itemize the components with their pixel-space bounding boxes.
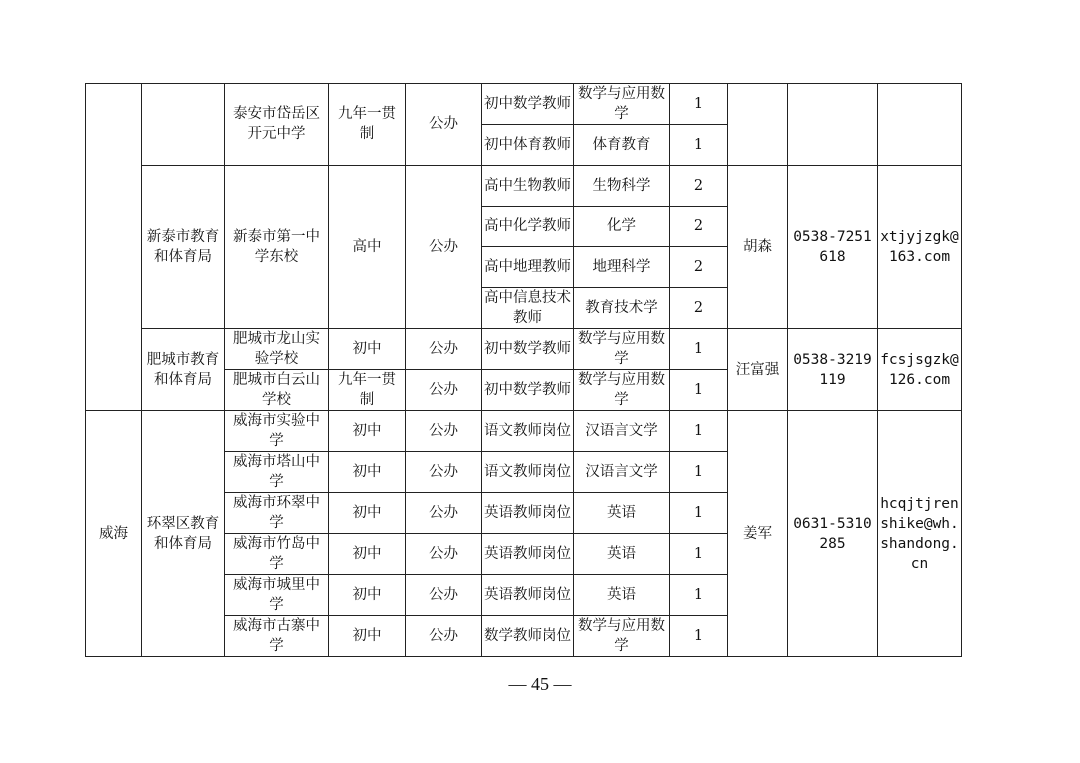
post-cell: 高中化学教师 bbox=[482, 206, 574, 247]
school-cell: 肥城市白云山学校 bbox=[225, 370, 329, 411]
contact-cell bbox=[728, 84, 788, 166]
post-cell: 初中体育教师 bbox=[482, 125, 574, 166]
major-cell: 化学 bbox=[574, 206, 670, 247]
table-row bbox=[86, 84, 962, 125]
type-cell: 公办 bbox=[406, 452, 482, 493]
level-cell: 初中 bbox=[329, 452, 406, 493]
post-cell: 高中地理教师 bbox=[482, 247, 574, 288]
post-cell: 初中数学教师 bbox=[482, 329, 574, 370]
recruitment-table bbox=[85, 83, 962, 657]
school-cell: 威海市环翠中学 bbox=[225, 493, 329, 534]
school-cell: 威海市竹岛中学 bbox=[225, 534, 329, 575]
major-cell: 英语 bbox=[574, 534, 670, 575]
count-cell: 1 bbox=[670, 370, 728, 411]
post-cell: 高中生物教师 bbox=[482, 165, 574, 206]
type-cell: 公办 bbox=[406, 493, 482, 534]
contact-cell: 胡森 bbox=[728, 165, 788, 328]
count-cell: 1 bbox=[670, 452, 728, 493]
school-cell: 肥城市龙山实验学校 bbox=[225, 329, 329, 370]
major-cell: 汉语言文学 bbox=[574, 452, 670, 493]
major-cell: 英语 bbox=[574, 493, 670, 534]
level-cell: 初中 bbox=[329, 411, 406, 452]
type-cell: 公办 bbox=[406, 329, 482, 370]
table-row bbox=[86, 329, 962, 370]
email-cell bbox=[878, 84, 962, 166]
table-row bbox=[86, 411, 962, 452]
school-cell: 威海市实验中学 bbox=[225, 411, 329, 452]
email-cell: xtjyjzgk@163.com bbox=[878, 165, 962, 328]
post-cell: 初中数学教师 bbox=[482, 84, 574, 125]
post-cell: 英语教师岗位 bbox=[482, 575, 574, 616]
type-cell: 公办 bbox=[406, 575, 482, 616]
level-cell: 初中 bbox=[329, 616, 406, 657]
phone-cell: 0538-7251618 bbox=[788, 165, 878, 328]
email-cell: hcqjtjrenshike@wh.shandong.cn bbox=[878, 411, 962, 657]
major-cell: 体育教育 bbox=[574, 125, 670, 166]
school-cell: 威海市塔山中学 bbox=[225, 452, 329, 493]
post-cell: 初中数学教师 bbox=[482, 370, 574, 411]
level-cell: 初中 bbox=[329, 493, 406, 534]
bureau-cell: 环翠区教育和体育局 bbox=[142, 411, 225, 657]
count-cell: 1 bbox=[670, 411, 728, 452]
phone-cell: 0631-5310285 bbox=[788, 411, 878, 657]
count-cell: 1 bbox=[670, 616, 728, 657]
level-cell: 初中 bbox=[329, 575, 406, 616]
type-cell: 公办 bbox=[406, 411, 482, 452]
level-cell: 初中 bbox=[329, 329, 406, 370]
contact-cell: 姜军 bbox=[728, 411, 788, 657]
major-cell: 数学与应用数学 bbox=[574, 370, 670, 411]
major-cell: 英语 bbox=[574, 575, 670, 616]
phone-cell: 0538-3219119 bbox=[788, 329, 878, 411]
bureau-cell: 新泰市教育和体育局 bbox=[142, 165, 225, 328]
level-cell: 高中 bbox=[329, 165, 406, 328]
count-cell: 2 bbox=[670, 288, 728, 329]
post-cell: 语文教师岗位 bbox=[482, 452, 574, 493]
type-cell: 公办 bbox=[406, 165, 482, 328]
count-cell: 2 bbox=[670, 206, 728, 247]
type-cell: 公办 bbox=[406, 616, 482, 657]
post-cell: 英语教师岗位 bbox=[482, 534, 574, 575]
major-cell: 生物科学 bbox=[574, 165, 670, 206]
type-cell: 公办 bbox=[406, 84, 482, 166]
school-cell: 威海市城里中学 bbox=[225, 575, 329, 616]
bureau-cell bbox=[142, 84, 225, 166]
phone-cell bbox=[788, 84, 878, 166]
school-cell: 威海市古寨中学 bbox=[225, 616, 329, 657]
school-cell: 泰安市岱岳区开元中学 bbox=[225, 84, 329, 166]
count-cell: 2 bbox=[670, 165, 728, 206]
count-cell: 1 bbox=[670, 125, 728, 166]
major-cell: 数学与应用数学 bbox=[574, 84, 670, 125]
page-number: — 45 — bbox=[508, 674, 572, 694]
contact-cell: 汪富强 bbox=[728, 329, 788, 411]
region-cell: 威海 bbox=[86, 411, 142, 657]
school-cell: 新泰市第一中学东校 bbox=[225, 165, 329, 328]
count-cell: 1 bbox=[670, 84, 728, 125]
type-cell: 公办 bbox=[406, 534, 482, 575]
post-cell: 数学教师岗位 bbox=[482, 616, 574, 657]
count-cell: 2 bbox=[670, 247, 728, 288]
major-cell: 数学与应用数学 bbox=[574, 616, 670, 657]
email-cell: fcsjsgzk@126.com bbox=[878, 329, 962, 411]
major-cell: 教育技术学 bbox=[574, 288, 670, 329]
post-cell: 英语教师岗位 bbox=[482, 493, 574, 534]
level-cell: 九年一贯制 bbox=[329, 370, 406, 411]
type-cell: 公办 bbox=[406, 370, 482, 411]
level-cell: 初中 bbox=[329, 534, 406, 575]
table-row bbox=[86, 165, 962, 206]
level-cell: 九年一贯制 bbox=[329, 84, 406, 166]
count-cell: 1 bbox=[670, 493, 728, 534]
region-cell bbox=[86, 84, 142, 411]
post-cell: 高中信息技术教师 bbox=[482, 288, 574, 329]
count-cell: 1 bbox=[670, 575, 728, 616]
bureau-cell: 肥城市教育和体育局 bbox=[142, 329, 225, 411]
major-cell: 地理科学 bbox=[574, 247, 670, 288]
major-cell: 汉语言文学 bbox=[574, 411, 670, 452]
count-cell: 1 bbox=[670, 534, 728, 575]
major-cell: 数学与应用数学 bbox=[574, 329, 670, 370]
post-cell: 语文教师岗位 bbox=[482, 411, 574, 452]
count-cell: 1 bbox=[670, 329, 728, 370]
